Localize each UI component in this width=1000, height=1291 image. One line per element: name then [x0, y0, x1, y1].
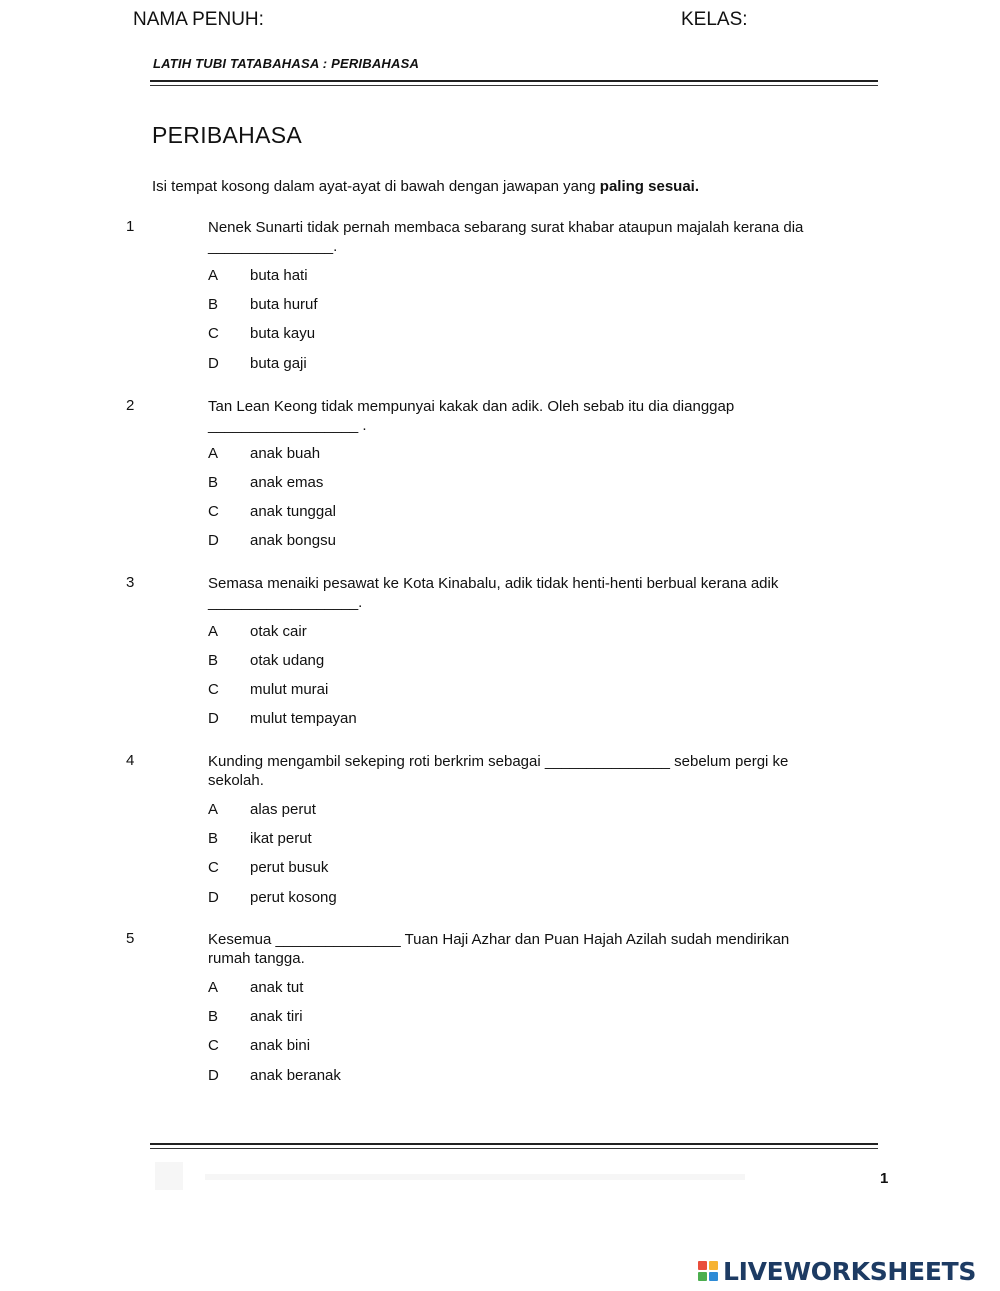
option-letter: C: [208, 681, 219, 698]
option-text: alas perut: [250, 801, 316, 818]
footer-rule-bottom: [150, 1148, 878, 1149]
question-number: 4: [126, 752, 135, 769]
option-letter: D: [208, 1067, 219, 1084]
logo-block: [698, 1272, 707, 1281]
option-text: anak emas: [250, 474, 324, 491]
option-text: anak tiri: [250, 1008, 303, 1025]
option-letter: A: [208, 267, 219, 284]
question-text: Kunding mengambil sekeping roti berkrim sebagai _______________ sebelum pergi ke sekolah.: [208, 753, 789, 789]
instruction-emphasis: paling sesuai.: [599, 178, 699, 195]
option-letter: C: [208, 1037, 219, 1054]
option-text: anak beranak: [250, 1067, 341, 1084]
option-letter: A: [208, 801, 219, 818]
question-text: Semasa menaiki pesawat ke Kota Kinabalu, adik tidak henti-henti berbual kerana adik __________________.: [208, 575, 779, 611]
question-text: Nenek Sunarti tidak pernah membaca sebarang surat khabar ataupun majalah kerana dia _______________.: [208, 219, 804, 255]
page-number: 1: [880, 1170, 889, 1187]
worksheet-subtitle: LATIH TUBI TATABAHASA : PERIBAHASA: [153, 56, 420, 71]
option-text: mulut murai: [250, 681, 329, 698]
name-label: NAMA PENUH:: [133, 9, 264, 30]
option-letter: B: [208, 1008, 219, 1025]
instruction: [152, 178, 699, 195]
question-number: 3: [126, 574, 135, 591]
footer-rule-top: [150, 1143, 878, 1145]
instruction-text: Isi tempat kosong dalam ayat-ayat di bawah dengan jawapan yang: [152, 178, 600, 195]
faded-logo-icon: [155, 1162, 183, 1190]
liveworksheets-brand[interactable]: [698, 1254, 976, 1288]
logo-block: [709, 1272, 718, 1281]
option-text: perut busuk: [250, 859, 329, 876]
option-text: buta hati: [250, 267, 308, 284]
option-text: ikat perut: [250, 830, 312, 847]
option-letter: A: [208, 623, 219, 640]
option-letter: B: [208, 296, 219, 313]
option-text: anak bini: [250, 1037, 311, 1054]
option-letter: D: [208, 355, 219, 372]
option-letter: D: [208, 889, 219, 906]
class-label: KELAS:: [681, 9, 748, 30]
question-text: Tan Lean Keong tidak mempunyai kakak dan adik. Oleh sebab itu dia dianggap __________________ .: [208, 398, 735, 434]
option-text: anak buah: [250, 445, 321, 462]
option-text: buta huruf: [250, 296, 318, 313]
option-letter: C: [208, 325, 219, 342]
option-text: otak udang: [250, 652, 325, 669]
question-text: Kesemua _______________ Tuan Haji Azhar dan Puan Hajah Azilah sudah mendirikan rumah tangga.: [208, 931, 790, 967]
logo-block: [709, 1261, 718, 1270]
option-text: perut kosong: [250, 889, 337, 906]
question-number: 1: [126, 218, 135, 235]
header-rule-bottom: [150, 85, 878, 86]
option-text: buta gaji: [250, 355, 307, 372]
option-text: mulut tempayan: [250, 710, 357, 727]
option-letter: D: [208, 710, 219, 727]
option-text: otak cair: [250, 623, 307, 640]
option-text: anak tunggal: [250, 503, 336, 520]
option-text: anak tut: [250, 979, 304, 996]
option-letter: B: [208, 652, 219, 669]
logo-block: [698, 1261, 707, 1270]
option-letter: C: [208, 503, 219, 520]
liveworksheets-logo-icon: [698, 1261, 718, 1281]
page-title: PERIBAHASA: [152, 122, 302, 148]
option-letter: B: [208, 474, 219, 491]
option-letter: A: [208, 445, 219, 462]
question-number: 5: [126, 930, 135, 947]
option-letter: C: [208, 859, 219, 876]
option-text: buta kayu: [250, 325, 316, 342]
footer-faded-text: [155, 1162, 755, 1192]
header-rule-top: [150, 80, 878, 82]
option-letter: D: [208, 532, 219, 549]
faded-line: [205, 1174, 745, 1180]
question-number: 2: [126, 397, 135, 414]
brand-text: LIVEWORKSHEETS: [723, 1256, 977, 1286]
option-letter: A: [208, 979, 219, 996]
option-text: anak bongsu: [250, 532, 336, 549]
option-letter: B: [208, 830, 219, 847]
